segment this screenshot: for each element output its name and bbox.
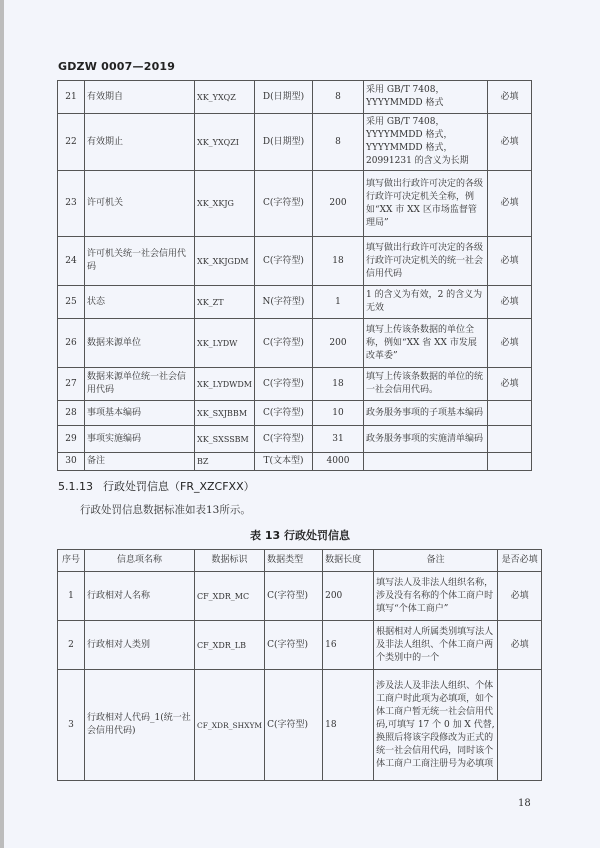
cell-length: 4000: [313, 453, 364, 471]
cell-name: 事项基本编码: [85, 401, 195, 426]
cell-id: XK_LYDWDM: [195, 368, 255, 401]
cell-required: 必填: [488, 114, 532, 171]
table-row: [58, 286, 532, 319]
scan-edge: [0, 0, 4, 848]
license-info-table-continued: [57, 80, 532, 471]
cell-note: 填写上传该条数据的单位的统一社会信用代码。: [364, 368, 488, 401]
cell-required: 必填: [488, 171, 532, 237]
cell-seq: 22: [58, 114, 85, 171]
cell-id: BZ: [195, 453, 255, 471]
page-number: 18: [518, 798, 531, 809]
standard-code: GDZW 0007—2019: [58, 60, 176, 73]
cell-id: CF_XDR_LB: [195, 621, 265, 670]
cell-type: C(字符型): [255, 237, 313, 286]
cell-note: 采用 GB/T 7408，YYYYMMDD 格式，YYYYMMDD 格式，20991231 的含义为长期: [364, 114, 488, 171]
cell-type: D(日期型): [255, 114, 313, 171]
cell-seq: 23: [58, 171, 85, 237]
cell-name: 许可机关统一社会信用代码: [85, 237, 195, 286]
table-row: [58, 319, 532, 368]
table-header-row: [58, 550, 542, 572]
cell-required: 必填: [488, 286, 532, 319]
cell-type: N(字符型): [255, 286, 313, 319]
cell-length: 200: [313, 319, 364, 368]
cell-seq: 27: [58, 368, 85, 401]
cell-seq: 2: [58, 621, 85, 670]
cell-note: 涉及法人及非法人组织、个体工商户时此项为必填项，如个体工商户暂无统一社会信用代码,可填写 17 个 0 加 X 代替,换照后将该字段修改为正式的统一社会信用代码，同时该个体工商户工商注册号为必填项: [374, 670, 498, 781]
header-seq: 序号: [58, 550, 85, 572]
cell-required: 必填: [488, 319, 532, 368]
cell-seq: 24: [58, 237, 85, 286]
cell-required: 必填: [498, 621, 542, 670]
cell-required: [488, 426, 532, 453]
cell-seq: 28: [58, 401, 85, 426]
cell-type: C(字符型): [255, 368, 313, 401]
cell-required: 必填: [488, 81, 532, 114]
cell-seq: 30: [58, 453, 85, 471]
table-row: [58, 237, 532, 286]
cell-required: [488, 401, 532, 426]
table-row: [58, 171, 532, 237]
cell-length: 16: [323, 621, 374, 670]
cell-id: XK_XKJGDM: [195, 237, 255, 286]
section-paragraph: 行政处罚信息数据标准如表13所示。: [80, 504, 251, 516]
section-heading: [58, 478, 255, 494]
header-required: 是否必填: [498, 550, 542, 572]
cell-note: 政务服务事项的子项基本编码: [364, 401, 488, 426]
cell-name: 行政相对人类别: [85, 621, 195, 670]
cell-seq: 3: [58, 670, 85, 781]
cell-id: XK_XKJG: [195, 171, 255, 237]
cell-id: XK_LYDW: [195, 319, 255, 368]
cell-id: XK_YXQZ: [195, 81, 255, 114]
table-row: [58, 368, 532, 401]
cell-type: C(字符型): [255, 171, 313, 237]
section-title: 行政处罚信息（FR_XZCFXX）: [103, 480, 255, 493]
cell-length: 18: [323, 670, 374, 781]
cell-id: CF_XDR_MC: [195, 572, 265, 621]
cell-name: 状态: [85, 286, 195, 319]
cell-length: 18: [313, 237, 364, 286]
table-row: [58, 81, 532, 114]
cell-id: XK_YXQZI: [195, 114, 255, 171]
header-name: 信息项名称: [85, 550, 195, 572]
cell-name: 许可机关: [85, 171, 195, 237]
cell-required: [488, 453, 532, 471]
cell-required: 必填: [488, 368, 532, 401]
table-row: [58, 572, 542, 621]
table-row: [58, 621, 542, 670]
cell-type: T(文本型): [255, 453, 313, 471]
cell-seq: 29: [58, 426, 85, 453]
cell-id: CF_XDR_SHXYM: [195, 670, 265, 781]
cell-note: 填写法人及非法人组织名称，涉及没有名称的个体工商户时填写“个体工商户”: [374, 572, 498, 621]
cell-length: 10: [313, 401, 364, 426]
cell-note: 1 的含义为有效，2 的含义为无效: [364, 286, 488, 319]
cell-seq: 1: [58, 572, 85, 621]
cell-length: 18: [313, 368, 364, 401]
cell-length: 8: [313, 81, 364, 114]
cell-name: 数据来源单位: [85, 319, 195, 368]
cell-note: 填写做出行政许可决定的各级行政许可决定机关全称，例如“XX 市 XX 区市场监督管理局”: [364, 171, 488, 237]
cell-length: 1: [313, 286, 364, 319]
table-row: [58, 453, 532, 471]
cell-name: 备注: [85, 453, 195, 471]
cell-note: 政务服务事项的实施清单编码: [364, 426, 488, 453]
cell-id: XK_SXJBBM: [195, 401, 255, 426]
table-row: [58, 114, 532, 171]
cell-length: 8: [313, 114, 364, 171]
header-type: 数据类型: [265, 550, 323, 572]
cell-type: C(字符型): [255, 426, 313, 453]
table-row: [58, 426, 532, 453]
cell-length: 200: [323, 572, 374, 621]
cell-type: D(日期型): [255, 81, 313, 114]
cell-note: 填写做出行政许可决定的各级行政许可决定机关的统一社会信用代码: [364, 237, 488, 286]
cell-length: 200: [313, 171, 364, 237]
cell-note: 填写上传该条数据的单位全称，例如“XX 省 XX 市发展改革委”: [364, 319, 488, 368]
cell-required: 必填: [498, 572, 542, 621]
table-row: [58, 401, 532, 426]
header-length: 数据长度: [323, 550, 374, 572]
cell-name: 行政相对人代码_1(统一社会信用代码): [85, 670, 195, 781]
cell-type: C(字符型): [255, 319, 313, 368]
cell-id: XK_SXSSBM: [195, 426, 255, 453]
cell-seq: 21: [58, 81, 85, 114]
table-row: [58, 670, 542, 781]
cell-id: XK_ZT: [195, 286, 255, 319]
cell-seq: 25: [58, 286, 85, 319]
cell-type: C(字符型): [255, 401, 313, 426]
cell-name: 行政相对人名称: [85, 572, 195, 621]
cell-name: 有效期止: [85, 114, 195, 171]
cell-seq: 26: [58, 319, 85, 368]
table-caption: 表 13 行政处罚信息: [250, 529, 350, 542]
cell-type: C(字符型): [265, 621, 323, 670]
cell-name: 数据来源单位统一社会信用代码: [85, 368, 195, 401]
cell-note: 根据相对人所属类别填写法人及非法人组织、个体工商户两个类别中的一个: [374, 621, 498, 670]
cell-required: [498, 670, 542, 781]
cell-type: C(字符型): [265, 572, 323, 621]
cell-required: 必填: [488, 237, 532, 286]
header-id: 数据标识: [195, 550, 265, 572]
admin-penalty-table: [57, 549, 542, 781]
cell-note: 采用 GB/T 7408，YYYYMMDD 格式: [364, 81, 488, 114]
cell-name: 事项实施编码: [85, 426, 195, 453]
section-number: 5.1.13: [58, 480, 93, 493]
cell-note: [364, 453, 488, 471]
cell-length: 31: [313, 426, 364, 453]
header-note: 备注: [374, 550, 498, 572]
cell-name: 有效期自: [85, 81, 195, 114]
cell-type: C(字符型): [265, 670, 323, 781]
